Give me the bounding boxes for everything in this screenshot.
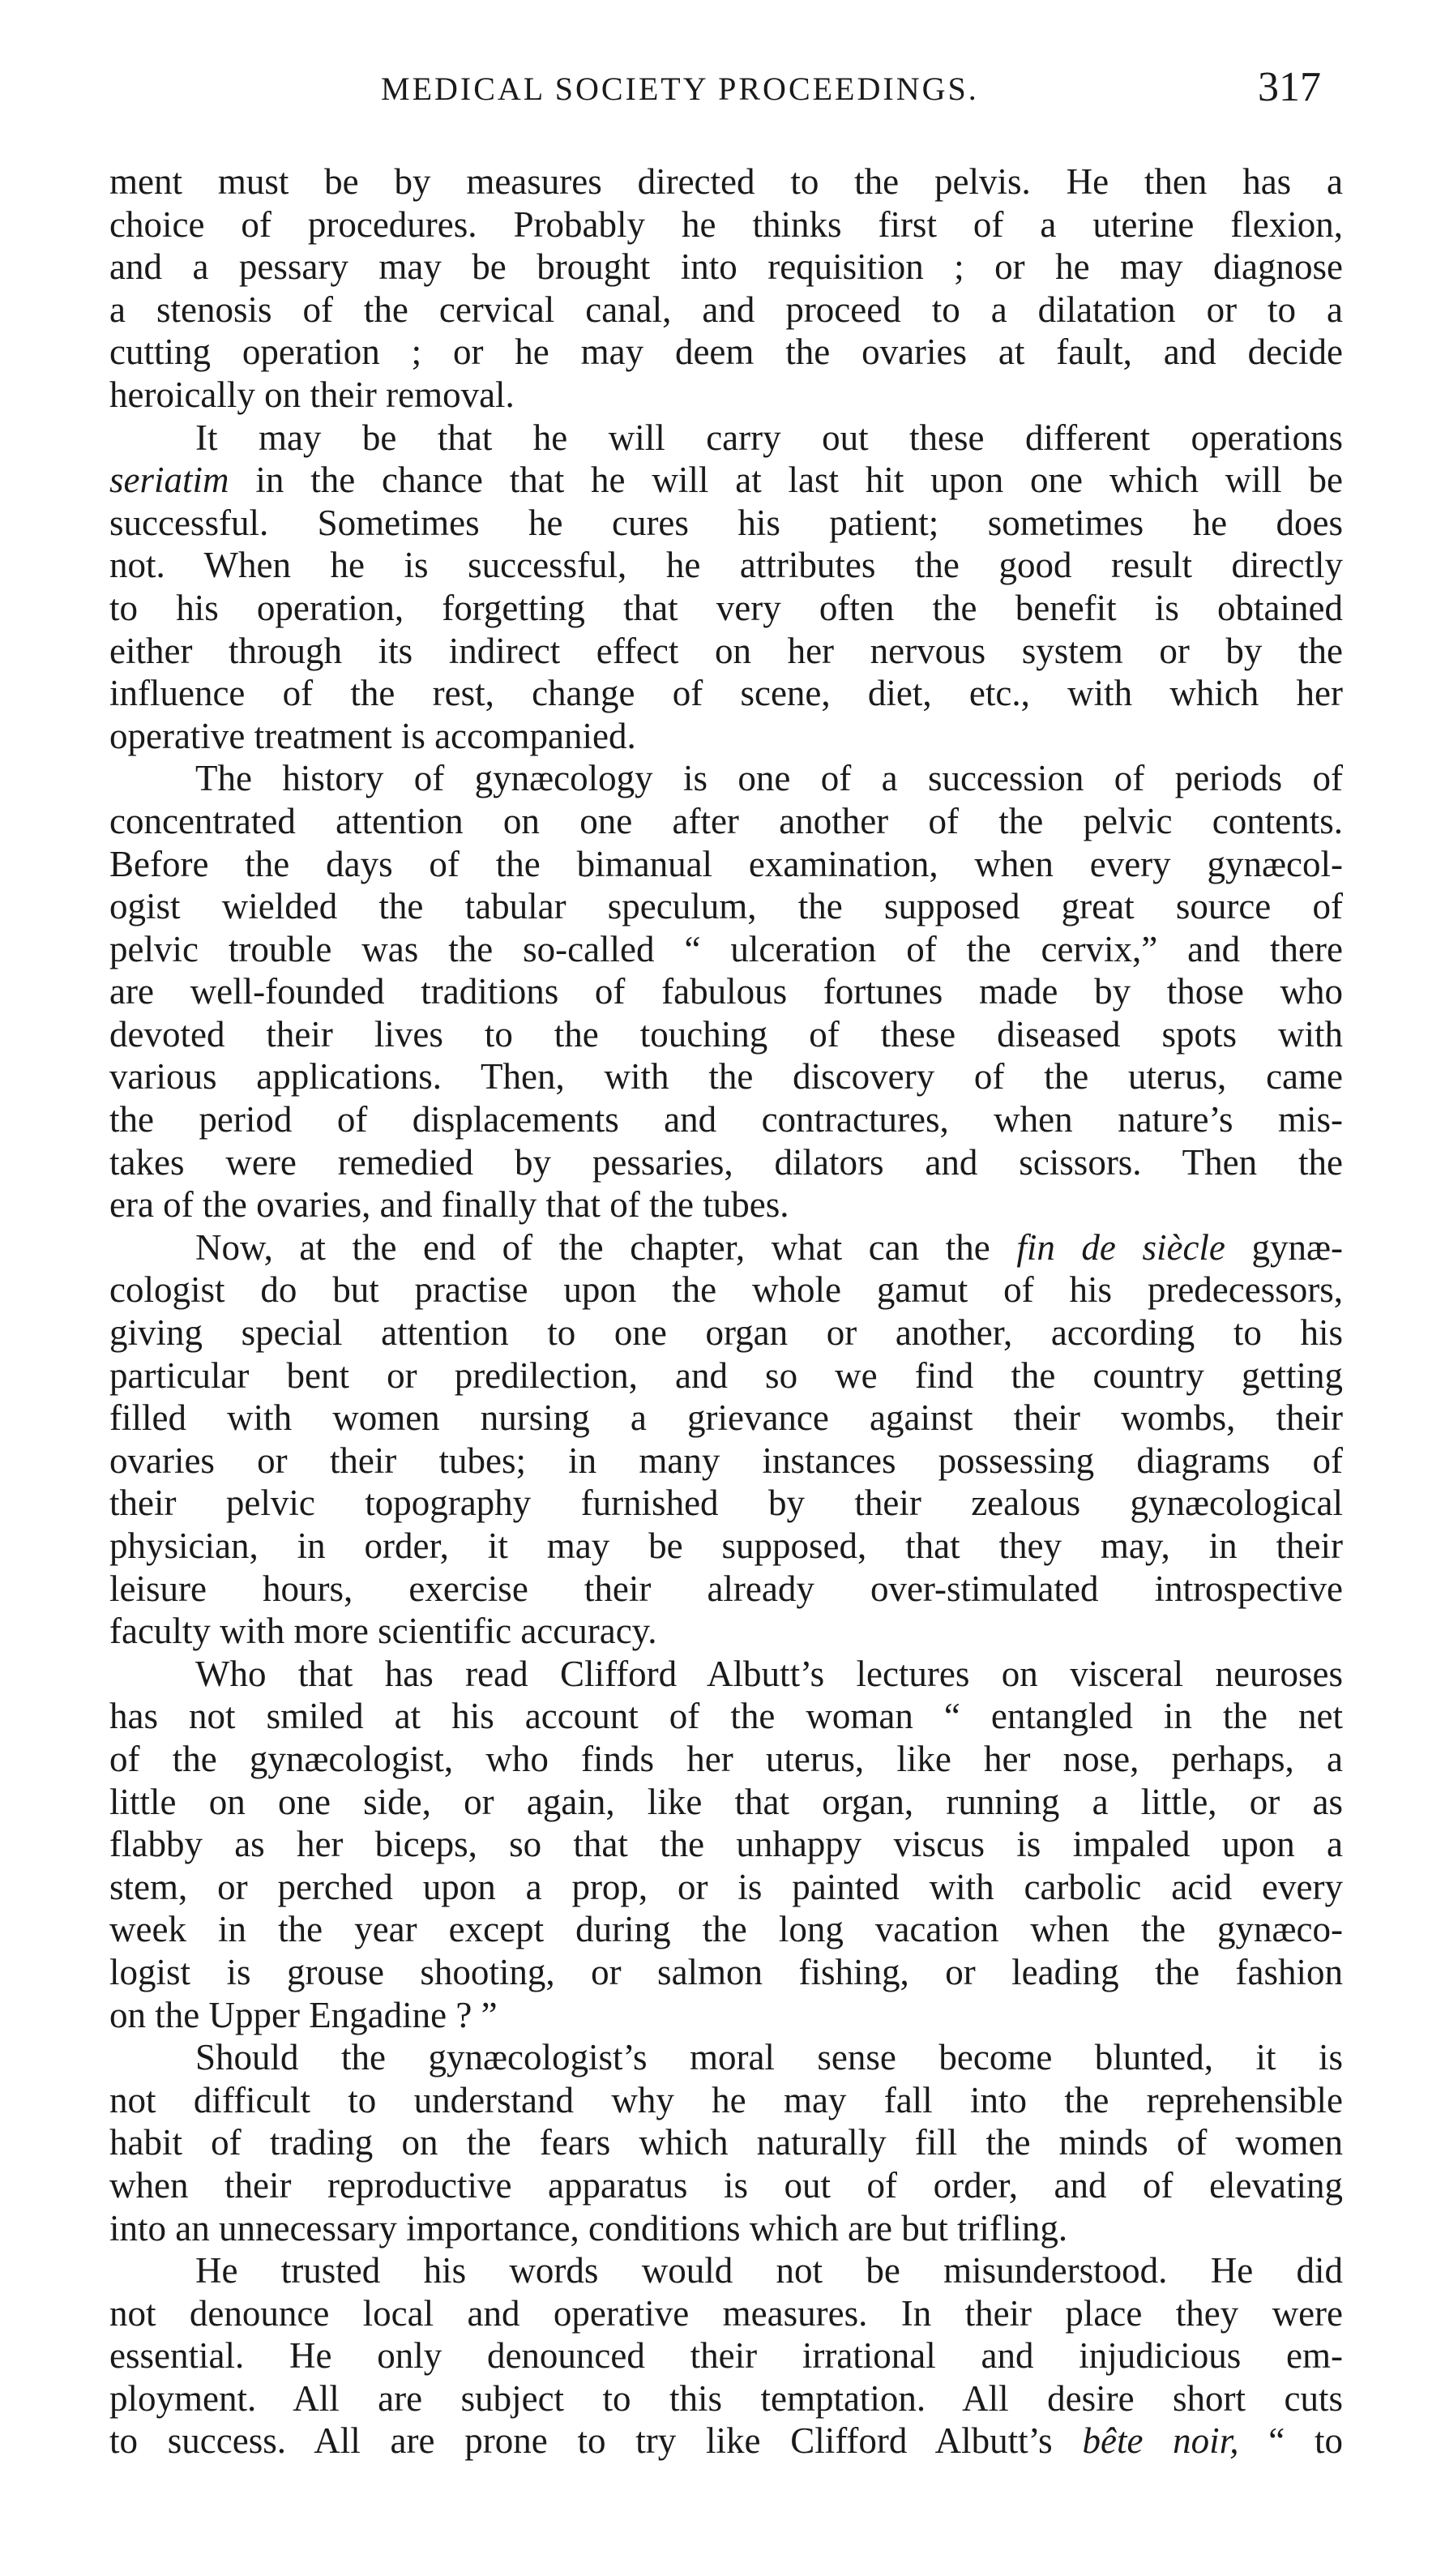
text-segment: not difficult to understand why he may fall into the reprehensible — [109, 2079, 1343, 2120]
text-segment: either through its indirect effect on her nervous system or by the — [109, 630, 1343, 671]
text-segment: to success. All are prone to try like Clifford Albutt’s — [109, 2420, 1083, 2462]
text-segment: their pelvic topography furnished by their zealous gynæcological — [109, 1483, 1343, 1524]
text-line — [109, 1781, 1343, 1824]
text-segment: choice of procedures. Probably he thinks first of a uterine flexion, — [109, 203, 1343, 245]
text-line — [109, 1312, 1343, 1354]
text-segment: devoted their lives to the touching of these diseased spots with — [109, 1013, 1343, 1055]
text-segment: are well-founded traditions of fabulous fortunes made by those who — [109, 971, 1343, 1012]
italic-phrase: seriatim — [109, 460, 229, 501]
text-segment: when their reproductive apparatus is out of order, and of elevating — [109, 2164, 1343, 2206]
text-line — [109, 1568, 1343, 1611]
text-line — [109, 1994, 1343, 2037]
text-line — [109, 2164, 1343, 2207]
text-segment: ment must be by measures directed to the pelvis. He then has a — [109, 161, 1343, 202]
text-segment: pelvic trouble was the so-called “ ulceration of the cervix,” and there — [109, 928, 1343, 969]
text-segment: habit of trading on the fears which naturally fill the minds of women — [109, 2122, 1343, 2163]
text-line — [109, 417, 1343, 460]
text-line — [109, 502, 1343, 545]
text-line — [109, 885, 1343, 928]
text-segment: the period of displacements and contractures, when nature’s mis- — [109, 1099, 1343, 1140]
text-line — [109, 970, 1343, 1013]
running-head — [0, 64, 1445, 135]
text-line — [109, 160, 1343, 203]
text-line — [109, 1055, 1343, 1098]
text-segment: heroically on their removal. — [109, 374, 515, 415]
text-segment: physician, in order, it may be supposed, that they may, in their — [109, 1525, 1343, 1566]
text-line — [109, 1141, 1343, 1184]
text-line — [109, 2207, 1343, 2250]
text-segment: Before the days of the bimanual examination, when every gynæcol- — [109, 843, 1343, 884]
text-segment: particular bent or predilection, and so we find the country getting — [109, 1354, 1343, 1396]
text-line — [109, 1823, 1343, 1866]
text-segment: into an unnecessary importance, conditions which are but trifling. — [109, 2207, 1068, 2249]
text-segment: giving special attention to one organ or another, according to his — [109, 1312, 1343, 1354]
text-segment: and a pessary may be brought into requisition ; or he may diagnose — [109, 246, 1343, 288]
italic-phrase: fin de siècle — [1016, 1226, 1225, 1268]
text-line — [109, 1098, 1343, 1141]
text-line — [109, 715, 1343, 758]
text-line — [109, 630, 1343, 673]
text-line — [109, 1269, 1343, 1312]
text-segment: various applications. Then, with the discovery of the uterus, came — [109, 1056, 1343, 1098]
text-line — [109, 928, 1343, 971]
text-segment: “ to — [1238, 2420, 1343, 2462]
text-line — [109, 544, 1343, 587]
text-line — [109, 1440, 1343, 1483]
text-segment: has not smiled at his account of the woman “ entangled in the net — [109, 1696, 1343, 1737]
text-segment: He trusted his words would not be misunderstood. He did — [195, 2250, 1343, 2291]
text-segment: cutting operation ; or he may deem the ovaries at fault, and decide — [109, 332, 1343, 373]
text-segment: essential. He only denounced their irrational and injudicious em- — [109, 2335, 1343, 2377]
text-segment: takes were remedied by pessaries, dilators and scissors. Then the — [109, 1141, 1343, 1183]
text-segment: ployment. All are subject to this temptation. All desire short cuts — [109, 2377, 1343, 2419]
text-segment: ogist wielded the tabular speculum, the supposed great source of — [109, 886, 1343, 927]
text-segment: logist is grouse shooting, or salmon fishing, or leading the fashion — [109, 1951, 1343, 1992]
text-segment: on the Upper Engadine ? ” — [109, 1994, 498, 2035]
text-line — [109, 672, 1343, 715]
text-segment: Who that has read Clifford Albutt’s lectures on visceral neuroses — [195, 1653, 1343, 1694]
text-segment: It may be that he will carry out these different operations — [195, 417, 1343, 458]
text-line — [109, 2249, 1343, 2292]
text-line — [109, 1013, 1343, 1056]
text-line — [109, 1610, 1343, 1653]
text-segment: of the gynæcologist, who finds her uterus, like her nose, perhaps, a — [109, 1738, 1343, 1779]
text-line — [109, 2292, 1343, 2335]
text-line — [109, 2121, 1343, 2164]
text-segment: flabby as her biceps, so that the unhappy viscus is impaled upon a — [109, 1824, 1343, 1865]
text-line — [109, 843, 1343, 886]
text-segment: faculty with more scientific accuracy. — [109, 1611, 657, 1652]
text-line — [109, 2036, 1343, 2079]
text-line — [109, 2420, 1343, 2463]
text-line — [109, 1951, 1343, 1994]
text-segment: little on one side, or again, like that organ, running a little, or as — [109, 1781, 1343, 1822]
text-line — [109, 1226, 1343, 1269]
text-line — [109, 1183, 1343, 1226]
text-line — [109, 1525, 1343, 1568]
running-title: MEDICAL SOCIETY PROCEEDINGS. — [381, 71, 979, 107]
text-segment: successful. Sometimes he cures his patient; sometimes he does — [109, 502, 1343, 543]
text-line — [109, 1866, 1343, 1909]
text-line — [109, 757, 1343, 800]
text-segment: gynæ- — [1225, 1226, 1343, 1268]
text-segment: concentrated attention on one after another of the pelvic contents. — [109, 800, 1343, 841]
text-segment: a stenosis of the cervical canal, and proceed to a dilatation or to a — [109, 289, 1343, 330]
text-segment: week in the year except during the long vacation when the gynæco- — [109, 1909, 1343, 1950]
italic-phrase: bête noir, — [1082, 2420, 1239, 2462]
text-segment: operative treatment is accompanied. — [109, 715, 636, 756]
text-line — [109, 2079, 1343, 2122]
text-line — [109, 800, 1343, 843]
text-segment: influence of the rest, change of scene, diet, etc., with which her — [109, 673, 1343, 714]
text-line — [109, 587, 1343, 630]
text-segment: Should the gynæcologist’s moral sense become blunted, it is — [195, 2037, 1343, 2078]
text-line — [109, 459, 1343, 502]
text-segment: Now, at the end of the chapter, what can the — [195, 1226, 1017, 1268]
text-segment: in the chance that he will at last hit upon one which will be — [229, 460, 1343, 501]
text-line — [109, 1354, 1343, 1397]
text-line — [109, 2334, 1343, 2377]
text-segment: The history of gynæcology is one of a succession of periods of — [195, 758, 1343, 799]
page-number: 317 — [1258, 64, 1321, 110]
text-segment: to his operation, forgetting that very often the benefit is obtained — [109, 587, 1343, 628]
text-segment: cologist do but practise upon the whole gamut of his predecessors, — [109, 1269, 1343, 1311]
text-line — [109, 2377, 1343, 2420]
text-line — [109, 289, 1343, 332]
text-segment: leisure hours, exercise their already over-stimulated introspective — [109, 1568, 1343, 1609]
text-line — [109, 1482, 1343, 1525]
text-segment: ovaries or their tubes; in many instances possessing diagrams of — [109, 1440, 1343, 1481]
text-line — [109, 1695, 1343, 1738]
text-line — [109, 246, 1343, 289]
text-segment: not denounce local and operative measures. In their place they were — [109, 2292, 1343, 2334]
text-line — [109, 331, 1343, 374]
text-segment: not. When he is successful, he attributes the good result directly — [109, 545, 1343, 586]
body-text — [109, 160, 1343, 2463]
text-segment: era of the ovaries, and finally that of the tubes. — [109, 1184, 789, 1226]
text-segment: stem, or perched upon a prop, or is painted with carbolic acid every — [109, 1866, 1343, 1907]
text-line — [109, 374, 1343, 417]
text-segment: filled with women nursing a grievance against their wombs, their — [109, 1397, 1343, 1439]
text-line — [109, 203, 1343, 246]
text-line — [109, 1908, 1343, 1951]
text-line — [109, 1653, 1343, 1696]
text-line — [109, 1397, 1343, 1440]
text-line — [109, 1738, 1343, 1781]
